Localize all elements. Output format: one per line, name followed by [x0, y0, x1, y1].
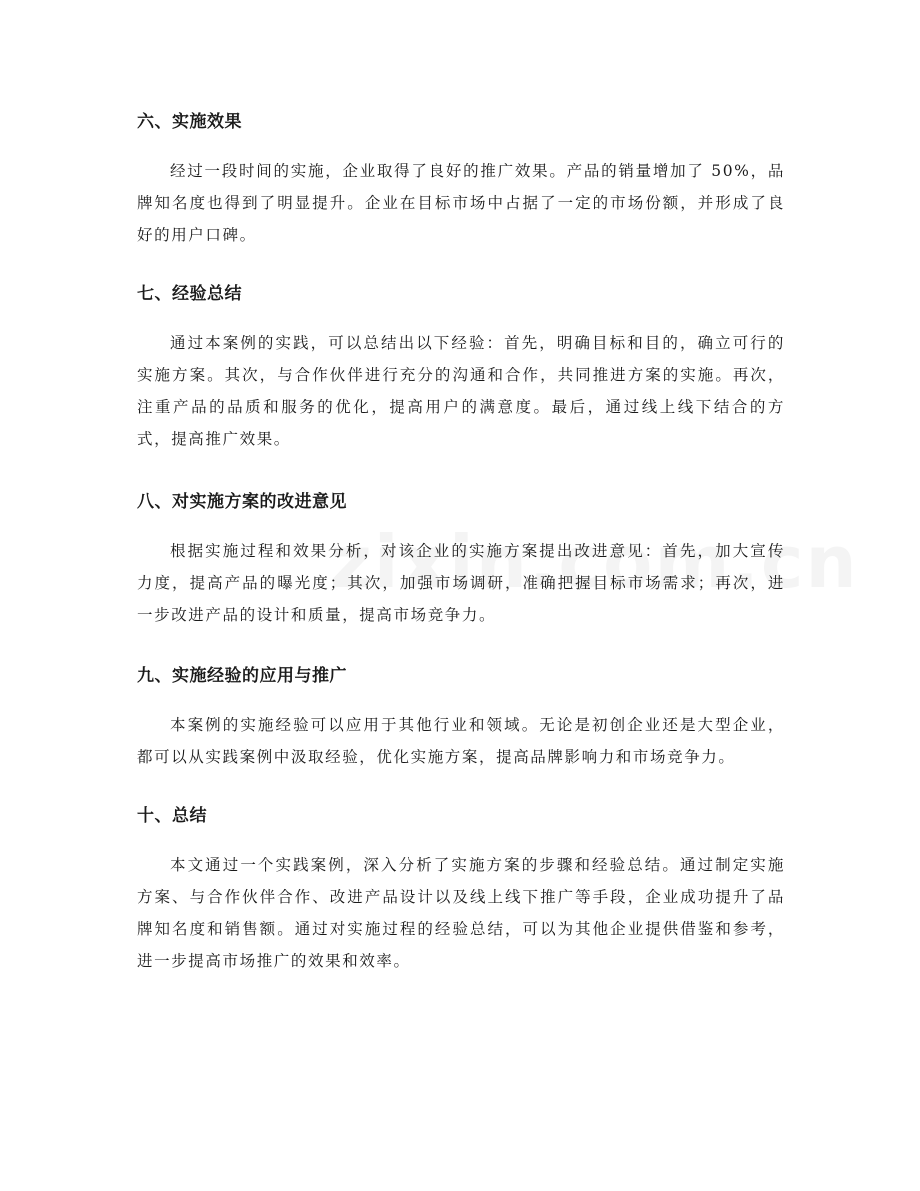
section-heading: 六、实施效果 [137, 112, 242, 132]
section-paragraph: 根据实施过程和效果分析，对该企业的实施方案提出改进意见：首先，加大宣传力度，提高产品的曝光度；其次，加强市场调研，准确把握目标市场需求；再次，进一步改进产品的设计和质量，提高市场竞争力。 [137, 542, 785, 624]
section-implementation-results [137, 110, 785, 251]
section-heading: 十、总结 [137, 806, 207, 826]
section-heading: 九、实施经验的应用与推广 [137, 666, 347, 686]
section-paragraph: 经过一段时间的实施，企业取得了良好的推广效果。产品的销量增加了 50%，品牌知名度也得到了明显提升。企业在目标市场中占据了一定的市场份额，并形成了良好的用户口碑。 [137, 162, 785, 244]
section-improvement-suggestions [137, 490, 785, 631]
section-heading: 八、对实施方案的改进意见 [137, 492, 347, 512]
section-heading: 七、经验总结 [137, 284, 242, 304]
section-experience-summary [137, 282, 785, 455]
section-application-promotion [137, 664, 785, 773]
section-paragraph: 本文通过一个实践案例，深入分析了实施方案的步骤和经验总结。通过制定实施方案、与合作伙伴合作、改进产品设计以及线上线下推广等手段，企业成功提升了品牌知名度和销售额。通过对实施过程的经验总结，可以为其他企业提供借鉴和参考，进一步提高市场推广的效果和效率。 [137, 856, 785, 970]
section-paragraph: 本案例的实施经验可以应用于其他行业和领域。无论是初创企业还是大型企业，都可以从实践案例中汲取经验，优化实施方案，提高品牌影响力和市场竞争力。 [137, 716, 785, 766]
section-conclusion [137, 804, 785, 977]
section-paragraph: 通过本案例的实践，可以总结出以下经验：首先，明确目标和目的，确立可行的实施方案。其次，与合作伙伴进行充分的沟通和合作，共同推进方案的实施。再次，注重产品的品质和服务的优化，提高用户的满意度。最后，通过线上线下结合的方式，提高推广效果。 [137, 334, 785, 448]
